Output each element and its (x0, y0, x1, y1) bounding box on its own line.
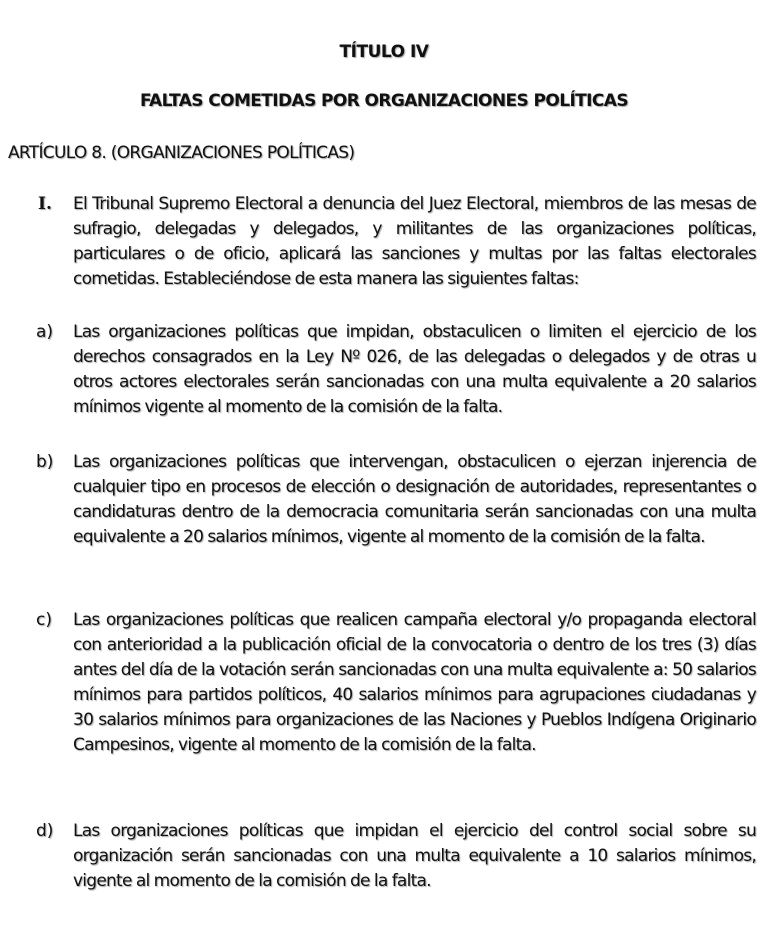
list-item-a (36, 320, 756, 420)
title-heading: TÍTULO IV (339, 42, 429, 62)
list-marker: b) (36, 452, 54, 472)
list-marker: d) (36, 821, 54, 841)
list-item-c (36, 608, 756, 758)
list-item-text: Las organizaciones políticas que realicen campaña electoral y/o propaganda electoral con anterioridad a la publicación oficial de la convocatoria o dentro de los tres (3) días antes del día de la votación serán sancionadas con una multa equivalente a: 50 salarios mínimos para partidos políticos, 40 salarios mínimos para agrupaciones ciudadanas y 30 salarios mínimos para organizaciones de las Naciones y Pueblos Indígena Originario Campesinos, vigente al momento de la comisión de la falta. (73, 610, 756, 755)
list-item-text: Las organizaciones políticas que impidan el ejercicio del control social sobre su organización serán sancionadas con una multa equivalente a 10 salarios mínimos, vigente al momento de la comisión de la falta. (73, 821, 756, 891)
list-item-b (36, 450, 756, 550)
paragraph-marker: I. (38, 194, 52, 214)
article-heading: ARTÍCULO 8. (ORGANIZACIONES POLÍTICAS) (8, 143, 355, 163)
section-heading: FALTAS COMETIDAS POR ORGANIZACIONES POLÍTICAS (140, 91, 628, 111)
paragraph-I (36, 192, 756, 292)
list-item-text: Las organizaciones políticas que impidan, obstaculicen o limiten el ejercicio de los derechos consagrados en la Ley Nº 026, de las delegadas o delegados y de otras u otros actores electorales serán sancionadas con una multa equivalente a 20 salarios mínimos vigente al momento de la comisión de la falta. (73, 322, 756, 417)
list-item-text: Las organizaciones políticas que intervengan, obstaculicen o ejerzan injerencia de cualquier tipo en procesos de elección o designación de autoridades, representantes o candidaturas dentro de la democracia comunitaria serán sancionadas con una multa equivalente a 20 salarios mínimos, vigente al momento de la comisión de la falta. (73, 452, 756, 547)
list-marker: c) (36, 610, 52, 630)
list-marker: a) (36, 322, 54, 342)
paragraph-text: El Tribunal Supremo Electoral a denuncia del Juez Electoral, miembros de las mesas de sufragio, delegadas y delegados, y militantes de las organizaciones políticas, particulares o de oficio, aplicará las sanciones y multas por las faltas electorales cometidas. Estableciéndose de esta manera las siguientes faltas: (73, 194, 756, 289)
list-item-d (36, 819, 756, 894)
